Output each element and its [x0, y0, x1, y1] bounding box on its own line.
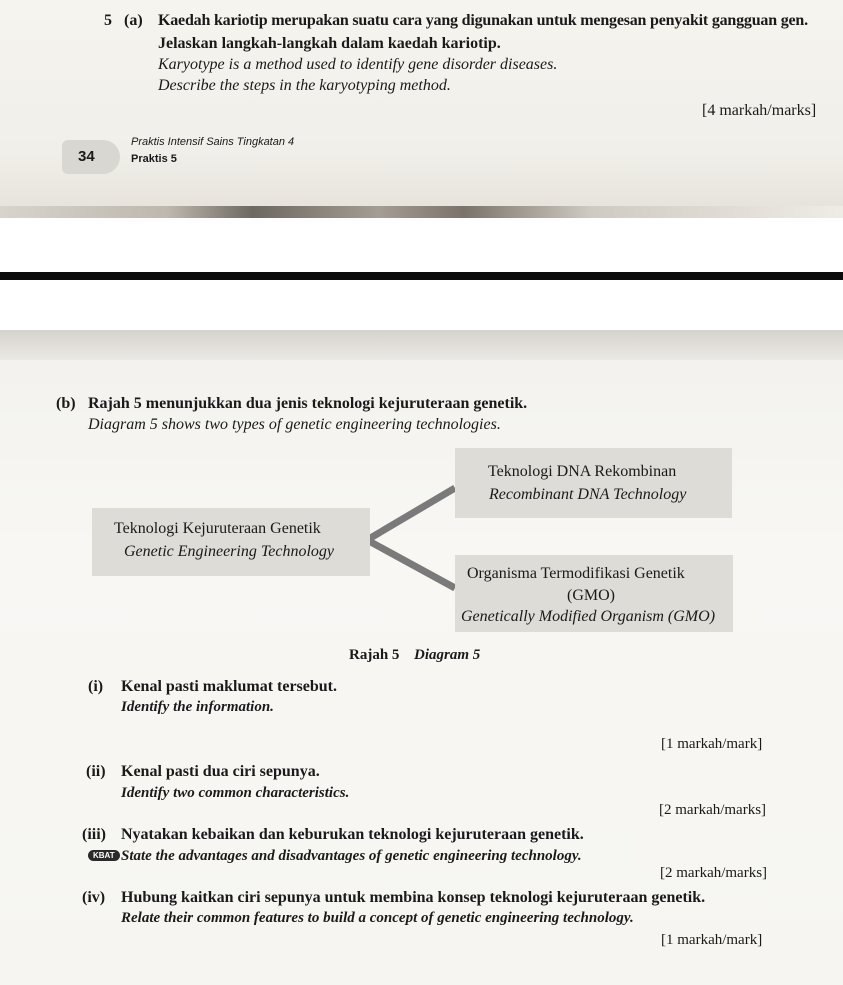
book-title: Praktis Intensif Sains Tingkatan 4 [131, 136, 295, 148]
question-iv-en: Relate their common features to build a concept of genetic engineering technology. [121, 910, 634, 926]
diagram-caption-en: Diagram 5 [414, 647, 481, 663]
question-iii-en: State the advantages and disadvantages of genetic engineering technology. [121, 848, 582, 864]
kbat-badge: KBAT [88, 850, 120, 861]
question-iv-ms: Hubung kaitkan ciri sepunya untuk membina konsep teknologi kejuruteraan genetik. [121, 889, 706, 906]
part-a-instruction-ms: Jelaskan langkah-langkah dalam kaedah kariotip. [158, 35, 501, 52]
question-i-number: (i) [88, 678, 104, 695]
gmo-label-ms: Organisma Termodifikasi Genetik [467, 565, 685, 582]
part-a-question-en: Karyotype is a method used to identify gene disorder diseases. [158, 56, 558, 73]
section-title: Praktis 5 [131, 153, 177, 165]
question-ii-marks: [2 markah/marks] [659, 802, 767, 818]
diagram-caption-ms: Rajah 5 [349, 647, 400, 663]
question-number: 5 [104, 12, 112, 29]
question-ii-ms: Kenal pasti dua ciri sepunya. [121, 763, 320, 780]
part-b-label: (b) [56, 395, 76, 412]
part-b-intro-ms: Rajah 5 menunjukkan dua jenis teknologi kejuruteraan genetik. [88, 395, 528, 412]
question-iii-ms: Nyatakan kebaikan dan keburukan teknologi kejuruteraan genetik. [121, 826, 584, 843]
genetic-engineering-label-ms: Teknologi Kejuruteraan Genetik [114, 520, 321, 537]
question-ii-en: Identify two common characteristics. [121, 785, 350, 801]
part-a-marks: [4 markah/marks] [702, 102, 817, 119]
gmo-abbreviation: (GMO) [567, 587, 615, 604]
question-iii-marks: [2 markah/marks] [660, 865, 768, 881]
question-i-en: Identify the information. [121, 699, 274, 715]
genetic-engineering-label-en: Genetic Engineering Technology [124, 543, 335, 560]
question-iii-number: (iii) [82, 826, 106, 843]
question-i-marks: [1 markah/mark] [661, 736, 763, 752]
recombinant-dna-box [455, 448, 732, 518]
part-a-instruction-en: Describe the steps in the karyotyping method. [158, 77, 451, 94]
page-number: 34 [78, 148, 95, 165]
part-a-question-ms: Kaedah kariotip merupakan suatu cara yang digunakan untuk mengesan penyakit gangguan gen. [158, 12, 808, 29]
recombinant-dna-label-en: Recombinant DNA Technology [489, 486, 687, 503]
question-iv-number: (iv) [82, 889, 106, 906]
part-a-label: (a) [124, 12, 143, 29]
recombinant-dna-label-ms: Teknologi DNA Rekombinan [488, 463, 677, 480]
gmo-label-en: Genetically Modified Organism (GMO) [461, 608, 716, 625]
question-iv-marks: [1 markah/mark] [661, 932, 763, 948]
part-b-intro-en: Diagram 5 shows two types of genetic engineering technologies. [88, 416, 501, 433]
genetic-engineering-box [92, 508, 370, 576]
question-ii-number: (ii) [86, 763, 106, 780]
question-i-ms: Kenal pasti maklumat tersebut. [121, 678, 337, 695]
